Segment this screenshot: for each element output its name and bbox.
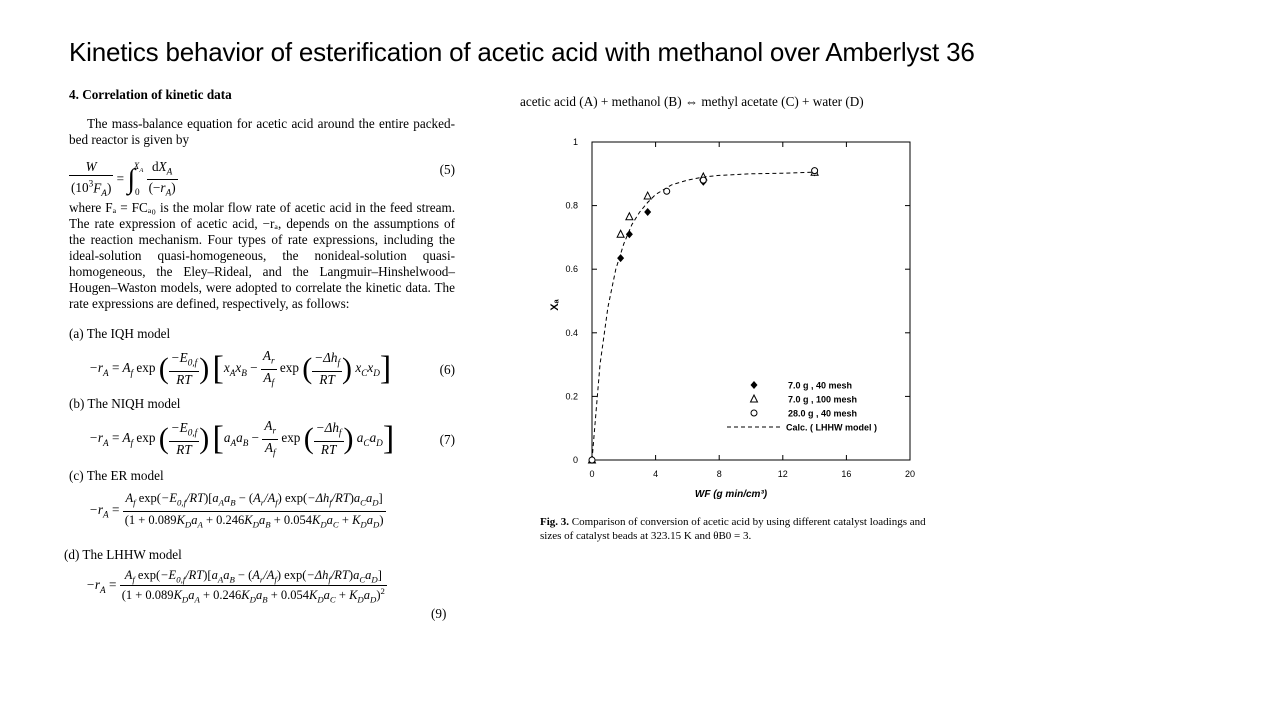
paper-excerpt	[69, 86, 455, 530]
y-tick-label: 0.6	[565, 264, 578, 275]
x-tick-label: 20	[904, 469, 916, 479]
lhhw-model-block	[64, 547, 456, 622]
y-tick-label: 0.4	[565, 327, 578, 338]
y-tick-label: 0.8	[565, 200, 578, 211]
legend-marker	[751, 381, 758, 389]
x-tick-label: 12	[777, 469, 788, 479]
equation-6-number: (6)	[439, 362, 455, 377]
data-point	[644, 192, 651, 199]
equation-5: $\frac{W}{(10^3F_A)}$ = $\int_0^{X_A}$ $\frac{dX_A}{(-r_A)}$ (5)	[71, 158, 455, 199]
figure-caption	[540, 515, 930, 543]
equation-5-number: (5)	[439, 162, 455, 177]
legend-marker	[751, 410, 757, 416]
series-line-calc	[592, 172, 815, 460]
data-point	[617, 254, 624, 262]
equation-9: $-r_A$ = $\frac{A_f \exp(-E_{0,f}/RT)[a_Aa_B - (A_r/A_f) \exp(-\Delta h_f/RT)a_Ca_D]}{(1 + 0.089K_Da_A + 0.246K_Da_B + 0.054K_Da_C + K_Da_D)^2}$ (9)	[86, 568, 447, 621]
model-label-lhhw: (d) The LHHW model	[64, 547, 182, 562]
model-label-iqh: (a) The IQH model	[69, 326, 171, 341]
y-tick-label: 0.2	[565, 391, 578, 402]
caption-label: Fig. 3.	[540, 516, 570, 528]
equation-8: $-r_A$ = $\frac{A_f \exp(-E_{0,f}/RT)[a_Aa_B - (A_r/A_f) \exp(-\Delta h_f/RT)a_Ca_D]}{(1 + 0.089K_Da_A + 0.246K_Da_B + 0.054K_Da_C + K_Da_D)}$	[89, 491, 384, 529]
y-tick-label: 0	[572, 455, 578, 465]
data-point	[626, 213, 633, 220]
legend-label: Calc. ( LHHW model )	[786, 422, 878, 433]
reaction-equation: acetic acid (A) + methanol (B) ⇔ methyl acetate (C) + water (D)	[520, 94, 864, 109]
data-point	[700, 177, 706, 183]
data-point	[812, 168, 818, 174]
equation-7-number: (7)	[439, 432, 455, 447]
data-point	[617, 230, 624, 237]
data-point	[644, 208, 651, 216]
x-tick-label: 16	[841, 469, 852, 479]
legend-label: 7.0 g , 40 mesh	[788, 380, 853, 391]
chart-svg	[540, 132, 930, 508]
section-heading: 4. Correlation of kinetic data	[69, 87, 232, 102]
equation-9-number: (9)	[431, 606, 447, 621]
x-tick-label: 0	[589, 469, 595, 479]
equation-6: $-r_A = A_f$ exp ( $\frac{-E_{0,f}}{RT}$ ) [$x_Ax_B$ − $\frac{A_r}{A_f}$ exp ( $\frac{-\Delta h_f}{RT}$ ) $x_Cx_D$] (6)	[89, 348, 455, 388]
x-tick-label: 4	[653, 469, 659, 479]
data-point	[589, 457, 595, 463]
model-label-er: (c) The ER model	[69, 468, 164, 483]
conversion-chart	[540, 132, 930, 508]
paragraph-rate-expressions: where Fₐ = FCₐ₀ is the molar flow rate of acetic acid in the feed stream. The rate expression of acetic acid, −rₐ, depends on the assumptions of the reaction mechanism. Four types of rate expressions, including the ideal-solution quasi-homogeneous, the nonideal-solution quasi-homogeneous, the Eley–Rideal, and the Langmuir–Hinshelwood–Hougen–Waston models, were adopted to correlate the kinetic data. The rate expressions are defined, respectively, as follows:	[69, 200, 455, 311]
legend-label: 28.0 g , 40 mesh	[788, 408, 858, 419]
data-point	[664, 188, 670, 194]
equation-7: $-r_A = A_f$ exp ( $\frac{-E_{0,f}}{RT}$ ) [$a_Aa_B$ − $\frac{A_r}{A_f}$ exp ( $\frac{-\Delta h_f}{RT}$ ) $a_Ca_D$] (7)	[89, 418, 455, 458]
paragraph-mass-balance: The mass-balance equation for acetic acid around the entire packed-bed reactor is given by	[69, 116, 455, 147]
y-axis-label: Xₐ	[549, 299, 561, 311]
caption-text: Comparison of conversion of acetic acid by using different catalyst loadings and sizes of catalyst beads at 323.15 K and θB0 = 3.	[540, 516, 926, 542]
x-axis-label: WF (g min/cm³)	[694, 489, 768, 500]
legend-marker	[751, 395, 758, 402]
model-label-niqh: (b) The NIQH model	[69, 396, 181, 411]
x-tick-label: 8	[716, 469, 722, 479]
y-tick-label: 1	[572, 137, 578, 147]
legend-label: 7.0 g , 100 mesh	[788, 394, 858, 405]
slide-title: Kinetics behavior of esterification of acetic acid with methanol over Amberlyst 36	[69, 37, 975, 67]
